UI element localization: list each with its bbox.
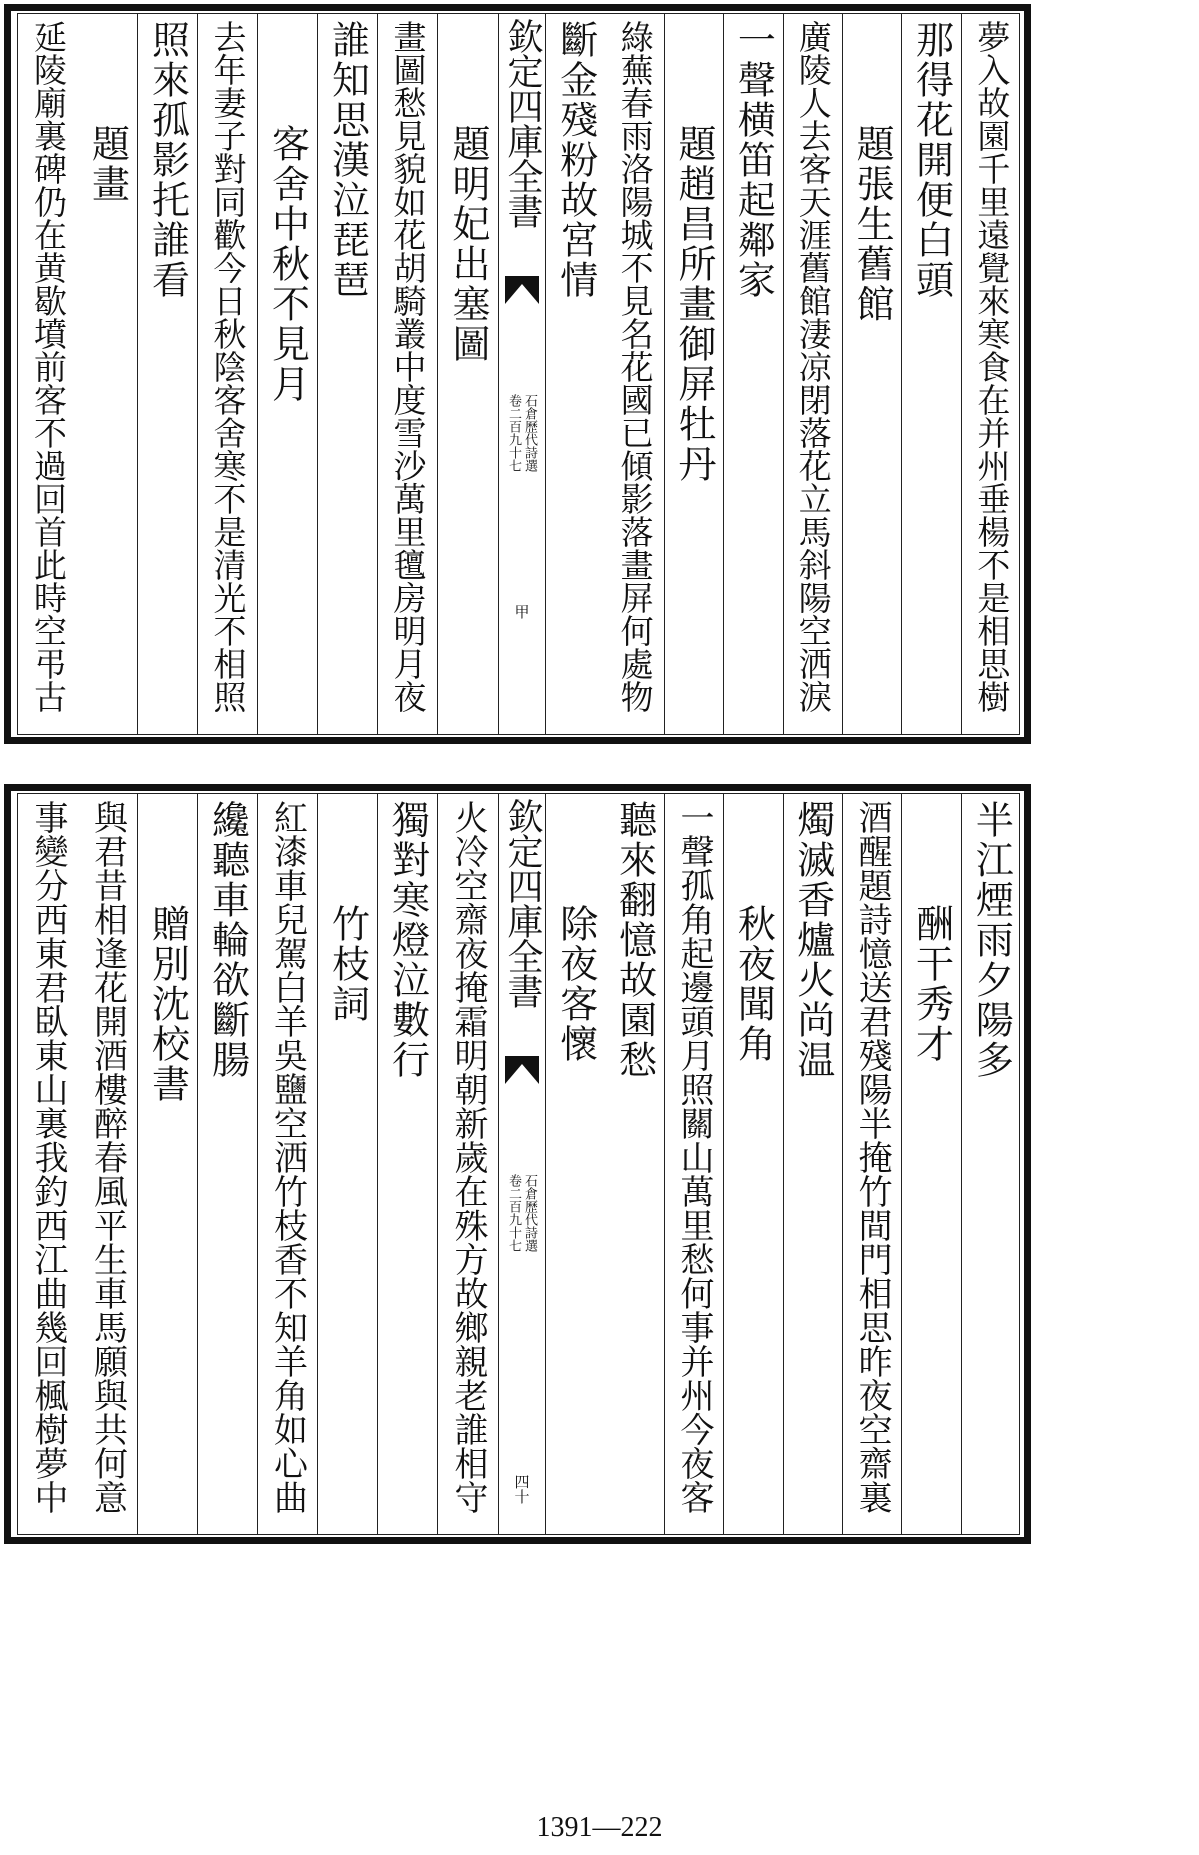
bottom-spine <box>498 794 546 1534</box>
text-column <box>138 14 198 734</box>
text-column <box>18 794 78 1534</box>
text-column <box>605 794 664 1534</box>
text-column <box>438 14 498 734</box>
poem-title: 除夜客懷 <box>553 904 598 1064</box>
text-column <box>784 14 843 734</box>
spine-title: 欽定四庫全書 <box>502 798 543 1008</box>
poem-line: 纔聽車輪欲斷腸 <box>205 800 250 1080</box>
spine-page-number: 四十 <box>512 1474 531 1504</box>
text-column <box>438 794 498 1534</box>
poem-line: 畫圖愁見貌如花胡騎叢中度雪沙萬里氊房明月夜 <box>388 20 428 713</box>
text-column <box>78 794 138 1534</box>
spine-title: 欽定四庫全書 <box>502 18 543 228</box>
fishtail-ornament <box>505 1056 539 1084</box>
poem-line: 那得花開便白頭 <box>909 20 954 300</box>
text-column <box>546 14 605 734</box>
poem-line: 半江煙雨夕陽多 <box>969 800 1014 1080</box>
top-right-columns <box>546 14 1021 734</box>
poem-title: 題畫 <box>85 124 130 204</box>
poem-title: 酬干秀才 <box>909 904 954 1064</box>
spine-book-title: 石倉歷代詩選 <box>522 394 537 472</box>
fishtail-ornament <box>505 276 539 304</box>
text-column <box>605 14 664 734</box>
text-column <box>318 14 378 734</box>
bottom-text-area <box>17 793 1020 1535</box>
poem-title: 題趙昌所畫御屏牡丹 <box>671 124 716 484</box>
text-column <box>258 14 318 734</box>
text-column <box>198 14 258 734</box>
bottom-left-columns <box>18 794 498 1534</box>
text-column <box>724 794 783 1534</box>
poem-title: 客舍中秋不見月 <box>265 124 310 404</box>
text-column <box>138 794 198 1534</box>
bottom-right-columns <box>546 794 1021 1534</box>
text-column <box>962 794 1021 1534</box>
poem-line: 聽來翻憶故園愁 <box>612 800 657 1080</box>
text-column <box>258 794 318 1534</box>
top-spine <box>498 14 546 734</box>
poem-title: 竹枝詞 <box>325 904 370 1024</box>
page-footer-number: 1391—222 <box>536 1812 663 1843</box>
text-column <box>78 14 138 734</box>
spine-page-number: 甲 <box>512 604 531 619</box>
text-column <box>724 14 783 734</box>
poem-line: 事變分西東君臥東山裏我釣西江曲幾回楓樹夢中 <box>28 800 68 1514</box>
text-column <box>902 14 961 734</box>
poem-line: 延陵廟裏碑仍在黄歇墳前客不過回首此時空弔古 <box>29 20 68 713</box>
top-text-area <box>17 13 1020 735</box>
spine-volume: 卷二百九十七 <box>506 1174 521 1252</box>
poem-line: 誰知思漢泣琵琶 <box>325 20 370 300</box>
poem-line: 與君昔相逢花開酒樓醉春風平生車馬願與共何意 <box>87 800 128 1514</box>
poem-line: 燭滅香爐火尚温 <box>790 800 835 1080</box>
poem-line: 酒醒題詩憶送君殘陽半掩竹間門相思昨夜空齋裏 <box>852 800 893 1514</box>
text-column <box>665 14 724 734</box>
bottom-page <box>0 780 1199 1800</box>
text-column <box>378 794 438 1534</box>
text-column <box>18 14 78 734</box>
poem-line: 紅漆車兒駕白羊吳鹽空洒竹枝香不知羊角如心曲 <box>267 800 308 1514</box>
spine-volume: 卷二百九十七 <box>506 394 521 472</box>
top-left-columns <box>18 14 498 734</box>
text-column <box>843 794 902 1534</box>
poem-title: 贈別沈校書 <box>145 904 190 1104</box>
text-column <box>378 14 438 734</box>
top-page-frame <box>4 4 1031 744</box>
text-column <box>318 794 378 1534</box>
text-column <box>198 794 258 1534</box>
poem-line: 夢入故園千里遠覺來寒食在并州垂楊不是相思樹 <box>972 20 1012 713</box>
poem-line: 一聲横笛起鄰家 <box>731 20 776 300</box>
text-column <box>546 794 605 1534</box>
text-column <box>665 794 724 1534</box>
spine-book-title: 石倉歷代詩選 <box>522 1174 537 1252</box>
text-column <box>784 794 843 1534</box>
text-column <box>902 794 961 1534</box>
poem-title: 題明妃出塞圖 <box>446 124 490 364</box>
text-column <box>962 14 1021 734</box>
poem-line: 獨對寒燈泣數行 <box>385 800 430 1080</box>
poem-title: 秋夜聞角 <box>731 904 776 1064</box>
poem-title: 題張生舊館 <box>850 124 895 324</box>
poem-line: 照來孤影托誰看 <box>145 20 190 300</box>
bottom-page-frame <box>4 784 1031 1544</box>
text-column <box>843 14 902 734</box>
top-page <box>0 0 1199 745</box>
poem-line: 綠蕪春雨洛陽城不見名花國已傾影落畫屏何處物 <box>615 20 655 713</box>
poem-line: 火冷空齋夜掩霜明朝新歲在殊方故鄉親老誰相守 <box>448 800 488 1514</box>
poem-line: 廣陵人去客天涯舊館淒凉閉落花立馬斜陽空洒淚 <box>793 20 833 713</box>
poem-line: 去年妻子對同歡今日秋陰客舍寒不是清光不相照 <box>208 20 248 713</box>
poem-line: 一聲孤角起邊頭月照關山萬里愁何事并州今夜客 <box>673 800 714 1514</box>
poem-line: 斷金殘粉故宮情 <box>553 20 598 300</box>
